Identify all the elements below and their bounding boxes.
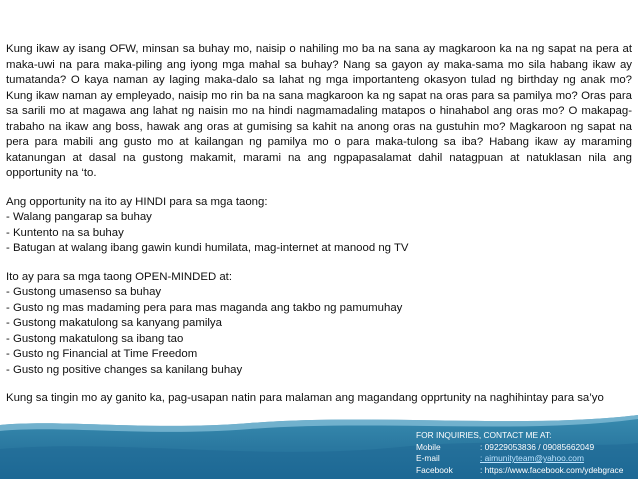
contact-heading: FOR INQUIRIES, CONTACT ME AT: xyxy=(416,430,552,440)
facebook-link[interactable]: : https://www.facebook.com/ydebgrace xyxy=(480,464,624,475)
contact-label: Facebook xyxy=(416,464,453,475)
not-for-item: - Walang pangarap sa buhay xyxy=(6,211,152,223)
slide-content xyxy=(6,42,632,407)
intro-paragraph: Kung ikaw ay isang OFW, minsan sa buhay mo, naisip o nahiling mo ba na sana ay magkaroon ka na ng sapat na pera at maka-uwi na para maka-piling ang iyong mga mahal sa buhay? Nang sa gayon ay maka-sama mo sila habang ikaw ay tumatanda? O kaya naman ay laging maka-dalo sa lahat ng mga importanteng okasyon tulad ng birthday ng anak mo? Kung ikaw naman ay empleyado, naisip mo rin ba na sana magkaroon ka ng sapat na oras para sa pamilya mo? Oras para sa sarili mo at magawa ang lahat ng naisin mo na hindi nagmamadaling matapos o hinahabol ang oras mo? O makapag-trabaho na ikaw ang boss, hawak ang oras at gumising sa kahit na anong oras na gustuhin mo? Magkaroon ng sapat na pera para mabili ang gusto mo at kailangan ng pamilya mo o para maka-tulong sa iba? Habang ikaw ay maraming katanungan at dasal na gustong makamit, marami na ang ngpapasalamat dahil natagpuan at natuklasan nila ang opportunity na ‘to. xyxy=(6,43,632,179)
for-item: - Gusto ng positive changes sa kanilang buhay xyxy=(6,363,243,376)
for-item: - Gustong makatulong sa ibang tao xyxy=(6,332,184,345)
contact-info xyxy=(416,430,638,476)
for-item: - Gusto ng Financial at Time Freedom xyxy=(6,348,198,360)
not-for-heading: Ang opportunity na ito ay HINDI para sa mga taong: xyxy=(6,195,268,208)
contact-label: E-mail xyxy=(416,453,440,463)
for-item: - Gustong makatulong sa kanyang pamilya xyxy=(6,317,222,329)
for-heading: Ito ay para sa mga taong OPEN-MINDED at: xyxy=(6,270,233,283)
contact-label: Mobile xyxy=(416,441,441,452)
contact-row-facebook xyxy=(416,465,638,477)
closing-paragraph: Kung sa tingin mo ay ganito ka, pag-usapan natin para malaman ang magandang opprtunity na naghihintay para sa’yo xyxy=(6,392,604,404)
not-for-item: - Kuntento na sa buhay xyxy=(6,226,124,239)
for-item: - Gustong umasenso sa buhay xyxy=(6,286,162,298)
contact-value: : 09229053836 / 09085662049 xyxy=(480,441,595,452)
contact-row-mobile xyxy=(416,442,638,454)
footer-band xyxy=(0,409,638,479)
contact-row-email xyxy=(416,453,638,465)
for-item: - Gusto ng mas madaming pera para mas maganda ang takbo ng pamumuhay xyxy=(6,301,403,314)
email-link[interactable]: : aimunityteam@yahoo.com xyxy=(480,453,584,463)
not-for-item: - Batugan at walang ibang gawin kundi humilata, mag-internet at manood ng TV xyxy=(6,242,409,254)
